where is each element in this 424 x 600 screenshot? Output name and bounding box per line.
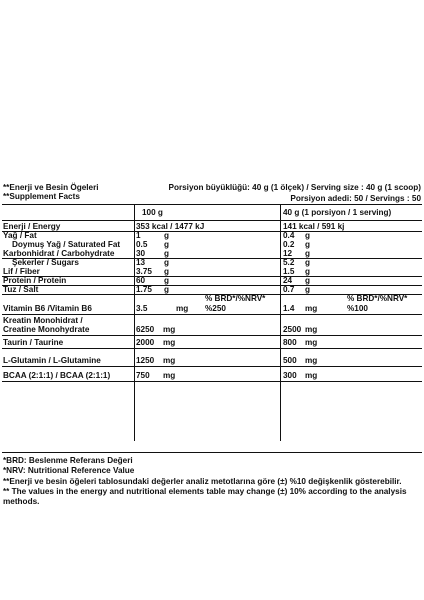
ingredient-row-rule — [2, 366, 422, 367]
ingredient-value-serving: 500 — [283, 356, 297, 365]
nutrient-row-rule — [2, 285, 422, 286]
footnote-line: methods. — [3, 497, 40, 506]
ingredient-unit-serving: mg — [305, 325, 318, 334]
footnote-rule — [2, 452, 422, 453]
col-header-serving: 40 g (1 porsiyon / 1 serving) — [283, 208, 392, 217]
nutrient-unit-100g: g — [164, 231, 170, 240]
ingredient-label: BCAA (2:1:1) / BCAA (2:1:1) — [3, 371, 111, 380]
ingredient-unit-serving: mg — [305, 338, 318, 347]
title-line-en: **Supplement Facts — [3, 192, 80, 201]
ingredient-unit-100g: mg — [163, 325, 176, 334]
nutrient-label: Doymuş Yağ / Saturated Fat — [12, 240, 121, 249]
ingredient-value-100g: 6250 — [136, 325, 155, 334]
table-top-rule — [2, 204, 422, 205]
nutrient-unit-serving: g — [305, 249, 311, 258]
title-line-tr: **Enerji ve Besin Ögeleri — [3, 183, 99, 192]
nutrient-unit-100g: g — [164, 285, 170, 294]
ingredient-row-rule — [2, 381, 422, 382]
brd-header-serving: % BRD*/%NRV* — [347, 294, 408, 303]
nutrient-value-serving: 1.5 — [283, 267, 295, 276]
nutrient-unit-serving: g — [305, 258, 311, 267]
nutrient-unit-serving: g — [305, 267, 311, 276]
vitamin-unit-serving: mg — [305, 304, 318, 313]
nutrient-label: Yağ / Fat — [3, 231, 37, 240]
ingredient-unit-100g: mg — [163, 371, 176, 380]
vitamin-value-serving: 1.4 — [283, 304, 295, 313]
nutrient-label: Enerji / Energy — [3, 222, 61, 231]
nutrient-unit-serving: g — [305, 285, 311, 294]
ingredient-label-en: Creatine Monohydrate — [3, 325, 90, 334]
vitamin-unit-100g: mg — [176, 304, 189, 313]
nutrient-value-100g: 1.75 — [136, 285, 152, 294]
nutrient-label: Şekerler / Sugars — [12, 258, 79, 267]
footnote-line: **Enerji ve besin öğeleri tablosundaki değerler analiz metotlarına göre (±) %10 değişkenlik gösterebilir. — [3, 477, 402, 486]
nutrient-value-serving: 141 kcal / 591 kj — [283, 222, 345, 231]
nutrient-value-100g: 3.75 — [136, 267, 152, 276]
nutrient-value-serving: 0.2 — [283, 240, 295, 249]
nutrient-value-100g: 1 — [136, 231, 141, 240]
ingredient-label: Taurin / Taurine — [3, 338, 64, 347]
nutrient-value-100g: 13 — [136, 258, 146, 267]
footnote-line: *BRD: Beslenme Referans Değeri — [3, 456, 133, 465]
header-rule — [2, 220, 422, 221]
nutrient-row-rule — [2, 231, 422, 232]
nutrient-value-serving: 12 — [283, 249, 293, 258]
nutrient-unit-serving: g — [305, 240, 311, 249]
ingredient-value-100g: 1250 — [136, 356, 155, 365]
nutrient-unit-serving: g — [305, 276, 311, 285]
nutrient-label: Protein / Protein — [3, 276, 67, 285]
footnote-line: ** The values in the energy and nutritional elements table may change (±) 10% according to the analysis — [3, 487, 407, 496]
brd-header-100g: % BRD*/%NRV* — [205, 294, 266, 303]
nutrient-unit-serving: g — [305, 231, 311, 240]
nutrient-unit-100g: g — [164, 249, 170, 258]
nutrient-unit-100g: g — [164, 240, 170, 249]
divider-100g — [134, 204, 135, 441]
nutrient-label: Lif / Fiber — [3, 267, 40, 276]
nutrient-value-serving: 0.4 — [283, 231, 295, 240]
ingredient-value-serving: 300 — [283, 371, 297, 380]
vitamin-rule — [2, 314, 422, 315]
nutrient-value-100g: 60 — [136, 276, 146, 285]
nutrient-value-serving: 24 — [283, 276, 293, 285]
serving-size: Porsiyon büyüklüğü: 40 g (1 ölçek) / Serving size : 40 g (1 scoop) — [168, 183, 421, 192]
ingredient-value-100g: 2000 — [136, 338, 155, 347]
nutrient-label: Tuz / Salt — [3, 285, 39, 294]
ingredient-value-serving: 800 — [283, 338, 297, 347]
nutrient-value-100g: 0.5 — [136, 240, 148, 249]
nutrient-unit-100g: g — [164, 258, 170, 267]
nutrient-value-100g: 353 kcal / 1477 kJ — [136, 222, 205, 231]
ingredient-label: Kreatin Monohidrat / — [3, 316, 83, 325]
nutrient-value-serving: 5.2 — [283, 258, 295, 267]
nutrient-value-serving: 0.7 — [283, 285, 295, 294]
servings-per-container: Porsiyon adedi: 50 / Servings : 50 — [290, 194, 421, 203]
ingredient-row-rule — [2, 348, 422, 349]
footnote-line: *NRV: Nutritional Reference Value — [3, 466, 135, 475]
divider-serving — [280, 204, 281, 441]
vitamin-nrv-serving: %100 — [347, 304, 368, 313]
col-header-100g: 100 g — [142, 208, 163, 217]
ingredient-value-serving: 2500 — [283, 325, 302, 334]
ingredient-label: L-Glutamin / L-Glutamine — [3, 356, 101, 365]
nutrient-label: Karbonhidrat / Carbohydrate — [3, 249, 115, 258]
nutrient-unit-100g: g — [164, 267, 170, 276]
nutrient-value-100g: 30 — [136, 249, 146, 258]
ingredient-unit-100g: mg — [163, 338, 176, 347]
ingredient-unit-serving: mg — [305, 356, 318, 365]
ingredient-unit-serving: mg — [305, 371, 318, 380]
ingredient-row-rule — [2, 335, 422, 336]
vitamin-value-100g: 3.5 — [136, 304, 148, 313]
ingredient-value-100g: 750 — [136, 371, 150, 380]
ingredient-unit-100g: mg — [163, 356, 176, 365]
nutrient-unit-100g: g — [164, 276, 170, 285]
vitamin-label: Vitamin B6 /Vitamin B6 — [3, 304, 92, 313]
vitamin-nrv-100g: %250 — [205, 304, 226, 313]
